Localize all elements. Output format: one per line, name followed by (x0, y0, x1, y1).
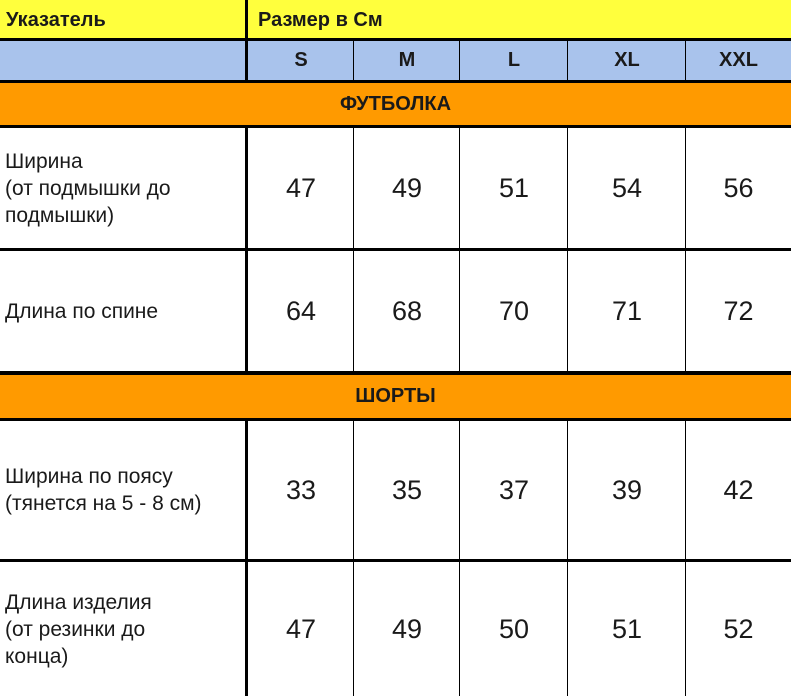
rule-below-sizes (0, 80, 791, 83)
table-cell (568, 562, 686, 696)
column-divider (459, 421, 460, 696)
rule-below-row-2 (0, 371, 791, 375)
table-cell (686, 562, 791, 696)
table-cell (354, 562, 460, 696)
column-divider (567, 40, 568, 83)
section-title-shorts (0, 375, 791, 418)
size-title-text: Размер в См (258, 8, 383, 31)
row-label-tshirt-width-text: Ширина (от подмышки до подмышки) (5, 149, 171, 227)
rule-below-header (0, 38, 791, 41)
cell-value: 72 (723, 295, 754, 326)
row-label-tshirt-length-text: Длина по спине (5, 299, 159, 323)
rule-below-section-1 (0, 125, 791, 128)
cell-value: 47 (285, 613, 317, 644)
section-title-tshirt-text: ФУТБОЛКА (339, 92, 452, 115)
rule-below-row-3 (0, 559, 791, 562)
cell-value: 51 (611, 613, 643, 644)
size-label-m: M (398, 48, 416, 71)
size-header-s (248, 40, 354, 80)
table-cell (354, 251, 460, 371)
table-cell (568, 251, 686, 371)
section-title-shorts-text: ШОРТЫ (355, 385, 436, 407)
table-cell (460, 128, 568, 248)
label-column-divider (245, 128, 248, 371)
table-cell (460, 251, 568, 371)
table-cell (248, 562, 354, 696)
row-label-shorts-waist (0, 421, 248, 559)
size-label-s: S (294, 48, 308, 71)
column-divider (353, 128, 354, 371)
cell-value: 47 (285, 172, 317, 203)
section-title-tshirt (0, 83, 791, 125)
table-cell (248, 251, 354, 371)
table-cell (686, 251, 791, 371)
size-title-header (248, 0, 791, 40)
table-cell (354, 421, 460, 559)
size-header-xxl (686, 40, 791, 80)
cell-value: 50 (498, 613, 530, 644)
cell-value: 70 (498, 295, 530, 326)
column-divider (567, 128, 568, 371)
indicator-header-text: Указатель (6, 8, 106, 31)
size-header-m (354, 40, 460, 80)
column-divider (459, 40, 460, 83)
row-label-tshirt-width (0, 128, 248, 248)
size-label-xl: XL (614, 48, 640, 71)
cell-value: 68 (391, 295, 423, 326)
table-cell (248, 421, 354, 559)
table-cell (460, 421, 568, 559)
size-row-blank (0, 40, 248, 80)
size-label-xxl: XXL (719, 48, 758, 71)
cell-value: 51 (498, 172, 530, 203)
cell-value: 54 (611, 172, 643, 203)
row-label-shorts-length (0, 562, 248, 696)
label-column-divider (245, 0, 248, 83)
cell-value: 42 (723, 474, 754, 505)
table-cell (354, 128, 460, 248)
row-label-shorts-length-text: Длина изделия (от резинки до конца) (5, 590, 152, 668)
row-label-tshirt-length (0, 251, 248, 371)
label-column-divider (245, 421, 248, 696)
cell-value: 33 (285, 474, 317, 505)
cell-value: 37 (498, 474, 530, 505)
cell-value: 49 (391, 613, 423, 644)
cell-value: 49 (391, 172, 423, 203)
cell-value: 71 (611, 295, 643, 326)
cell-value: 56 (723, 172, 754, 203)
column-divider (459, 128, 460, 371)
size-header-xl (568, 40, 686, 80)
table-cell (686, 128, 791, 248)
table-cell (568, 421, 686, 559)
column-divider (353, 40, 354, 83)
rule-below-section-2 (0, 418, 791, 421)
table-cell (568, 128, 686, 248)
column-divider (685, 40, 686, 83)
column-divider (567, 421, 568, 696)
cell-value: 64 (285, 295, 317, 326)
size-label-l: L (507, 48, 521, 71)
column-divider (685, 128, 686, 371)
cell-value: 52 (723, 613, 754, 644)
cell-value: 39 (611, 474, 643, 505)
column-divider (353, 421, 354, 696)
table-cell (248, 128, 354, 248)
cell-value: 35 (391, 474, 423, 505)
table-cell (460, 562, 568, 696)
indicator-header (0, 0, 248, 40)
table-cell (686, 421, 791, 559)
column-divider (685, 421, 686, 696)
row-label-shorts-waist-text: Ширина по поясу (тянется на 5 - 8 см) (5, 465, 202, 515)
rule-below-row-1 (0, 248, 791, 251)
size-header-l (460, 40, 568, 80)
